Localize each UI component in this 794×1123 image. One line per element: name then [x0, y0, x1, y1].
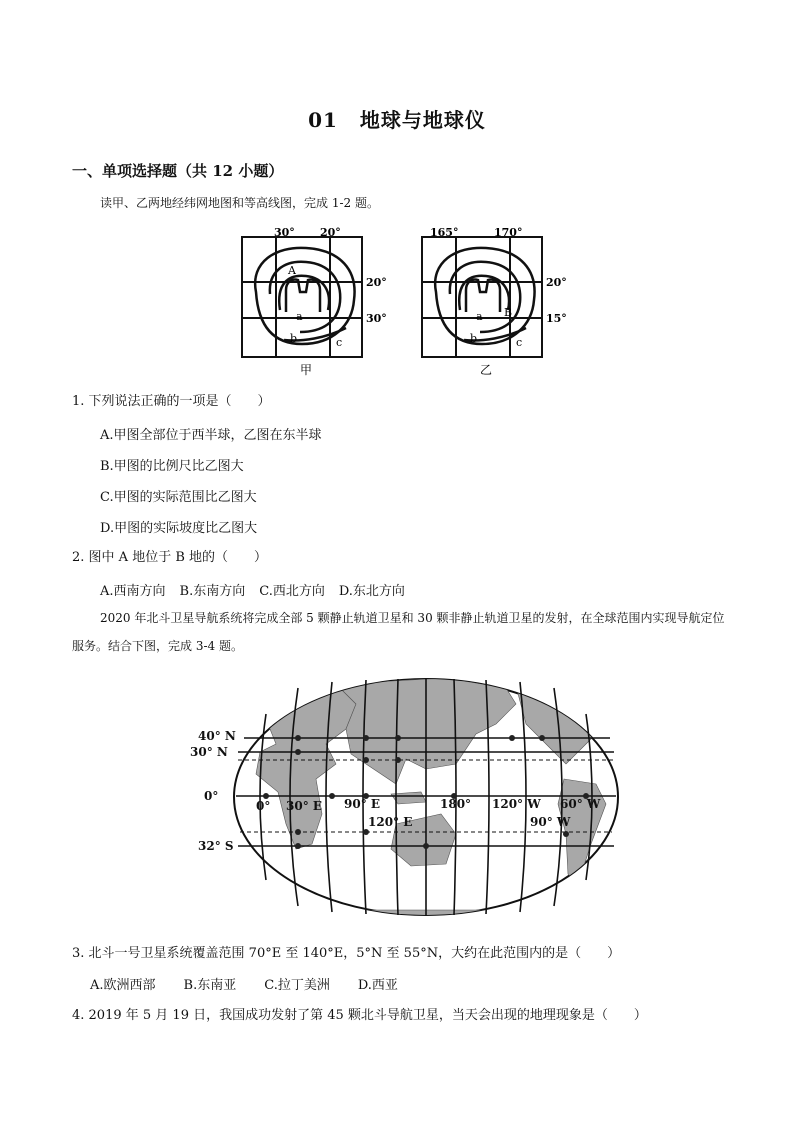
question-1-option-b[interactable]: B.甲图的比例尺比乙图大 — [100, 459, 244, 474]
jia-point-a: A — [288, 264, 296, 277]
question-3-option-a[interactable]: A.欧洲西部 — [90, 978, 156, 993]
yi-lon-left: 165° — [430, 226, 459, 239]
question-2-option-c[interactable]: C.西北方向 — [259, 584, 325, 599]
question-1-option-d[interactable]: D.甲图的实际坡度比乙图大 — [100, 521, 258, 536]
lon-label-120w: 120° W — [492, 797, 541, 811]
lon-label-90w: 90° W — [530, 815, 571, 829]
question-1-option-c[interactable]: C.甲图的实际范围比乙图大 — [100, 490, 257, 505]
jia-lat-bottom: 30° — [366, 312, 387, 325]
jia-caption: 甲 — [300, 363, 313, 377]
page-title — [0, 104, 794, 133]
jia-lon-left: 30° — [274, 226, 295, 239]
question-2-option-b[interactable]: B.东南方向 — [179, 584, 246, 599]
map-yi — [422, 237, 542, 357]
lon-label-90e: 90° E — [344, 797, 381, 811]
yi-contour-a: a — [476, 310, 483, 323]
yi-lon-right: 170° — [494, 226, 523, 239]
lon-label-60w: 60° W — [560, 797, 601, 811]
yi-contour-b: b — [470, 332, 478, 345]
lat-label-0: 0° — [204, 789, 219, 803]
lon-label-30e: 30° E — [286, 799, 323, 813]
question-3-options — [90, 974, 398, 993]
lon-label-0: 0° — [256, 799, 271, 813]
question-2-options — [100, 580, 405, 599]
intro-text-1: 读甲、乙两地经纬网地图和等高线图，完成 1-2 题。 — [100, 196, 379, 210]
question-1-option-a[interactable]: A.甲图全部位于西半球，乙图在东半球 — [100, 428, 322, 443]
yi-lat-bottom: 15° — [546, 312, 567, 325]
question-1-stem: 1. 下列说法正确的一项是（ ） — [72, 394, 271, 409]
question-3-option-d[interactable]: D.西亚 — [357, 978, 398, 993]
title-text: 地球与地球仪 — [359, 108, 486, 132]
jia-contour-a: a — [296, 310, 303, 323]
question-2-stem: 2. 图中 A 地位于 B 地的（ ） — [72, 550, 268, 565]
yi-contour-c: c — [516, 336, 523, 349]
yi-caption: 乙 — [480, 363, 493, 377]
question-3-option-b[interactable]: B.东南亚 — [183, 978, 237, 993]
jia-contour-b: b — [290, 332, 298, 345]
jia-lat-top: 20° — [366, 276, 387, 289]
lon-label-180: 180° — [440, 797, 472, 811]
lat-label-40n: 40° N — [198, 729, 236, 743]
question-3-option-c[interactable]: C.拉丁美洲 — [264, 978, 330, 993]
passage-2: 2020 年北斗卫星导航系统将完成全部 5 颗静止轨道卫星和 30 颗非静止轨道卫星的发射，在全球范围内实现导航定位服务。结合下图，完成 3-4 题。 — [72, 611, 725, 653]
contour-maps-figure — [236, 222, 576, 382]
section-heading: 一、单项选择题（共 12 小题） — [72, 162, 284, 180]
yi-point-b: B — [504, 306, 513, 319]
lat-label-32s: 32° S — [198, 839, 234, 853]
yi-lat-top: 20° — [546, 276, 567, 289]
world-map-figure — [186, 674, 626, 920]
jia-contour-c: c — [336, 336, 343, 349]
lat-label-30n: 30° N — [190, 745, 228, 759]
question-3-stem: 3. 北斗一号卫星系统覆盖范围 70°E 至 140°E，5°N 至 55°N，大约在此范围内的是（ ） — [72, 946, 621, 961]
map-jia — [242, 237, 362, 357]
question-2-option-d[interactable]: D.东北方向 — [338, 584, 405, 599]
lon-label-120e: 120° E — [368, 815, 413, 829]
question-4-stem: 4. 2019 年 5 月 19 日，我国成功发射了第 45 颗北斗导航卫星，当天会出现的地理现象是（ ） — [72, 1008, 647, 1023]
jia-lon-right: 20° — [320, 226, 341, 239]
question-2-option-a[interactable]: A.西南方向 — [100, 584, 166, 599]
title-number: 01 — [308, 108, 338, 132]
